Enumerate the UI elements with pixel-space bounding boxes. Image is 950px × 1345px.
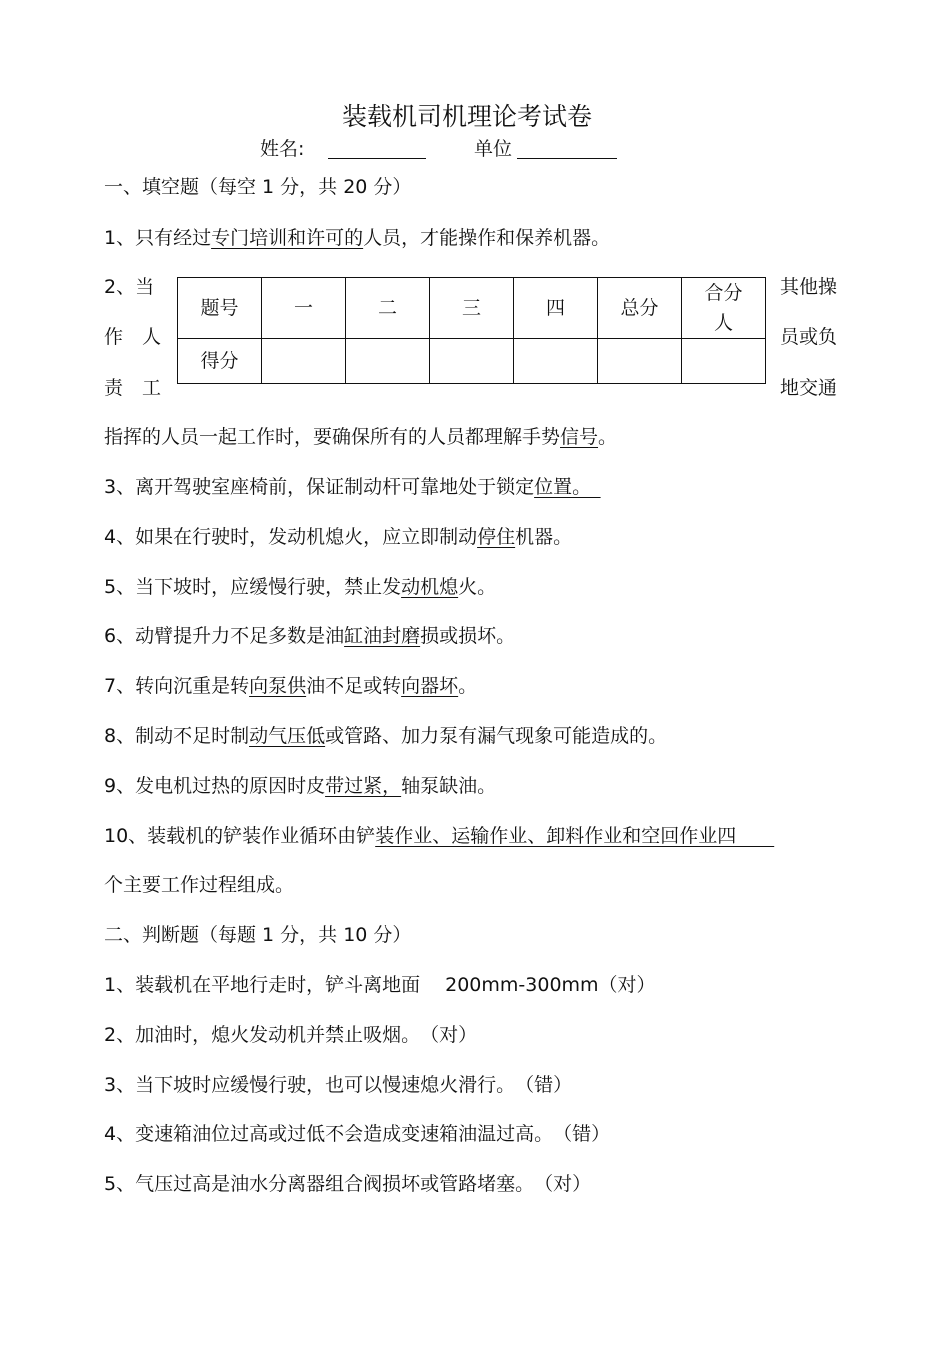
- question-8-text-end: 或管路、加力泵有漏气现象可能造成的。: [325, 725, 668, 747]
- question-10-text: 10、装载机的铲装作业循环由铲: [104, 825, 376, 847]
- question-8: [104, 724, 667, 748]
- question-5-text-end: 火。: [458, 576, 497, 598]
- score-header-cell: 四: [514, 278, 598, 339]
- score-table: [177, 277, 766, 384]
- question-7-text-mid: 油不足或转: [306, 675, 402, 697]
- question-4-text: 4、如果在行驶时，发动机熄火，应立即制动: [104, 526, 478, 548]
- unit-label: 单位: [474, 138, 513, 160]
- score-header-cell: 三: [430, 278, 514, 339]
- question-2-answer: 信号: [560, 426, 599, 448]
- section2-heading: 二、判断题（每题 1 分，共 10 分）: [104, 924, 412, 946]
- question-6: [104, 624, 515, 648]
- question-3-answer: 位置。: [534, 476, 601, 498]
- question-2-line-2: [104, 425, 617, 449]
- unit-blank: [517, 158, 617, 159]
- question-6-answer: 缸油封磨: [344, 625, 421, 647]
- question-3: [104, 475, 601, 499]
- question-2-text: 指挥的人员一起工作时，要确保所有的人员都理解手势: [104, 426, 561, 448]
- score-cell-empty: [430, 339, 514, 384]
- question-10-line-2: 个主要工作过程组成。: [104, 874, 295, 896]
- question-10: [104, 824, 774, 848]
- question-3-text: 3、离开驾驶室座椅前，保证制动杆可靠地处于锁定: [104, 476, 535, 498]
- question-2-right-3: 地交通: [780, 377, 838, 399]
- score-cell-empty: [514, 339, 598, 384]
- question-8-text: 8、制动不足时制: [104, 725, 250, 747]
- judgement-item: 4、变速箱油位过高或过低不会造成变速箱油温过高。 （错）: [104, 1123, 611, 1145]
- question-1: [104, 226, 610, 250]
- judgement-item: 3、当下坡时应缓慢行驶，也可以慢速熄火滑行。 （错）: [104, 1074, 573, 1096]
- score-cell-empty: [598, 339, 682, 384]
- question-4-text-end: 机器。: [515, 526, 573, 548]
- question-9-text-end: 轴泵缺油。: [401, 775, 497, 797]
- score-header-scorer: 合分人: [704, 282, 743, 334]
- judgement-item: 2、加油时，熄火发动机并禁止吸烟。 （对）: [104, 1024, 478, 1046]
- question-6-text: 6、动臂提升力不足多数是油: [104, 625, 345, 647]
- score-header-cell: 总分: [598, 278, 682, 339]
- score-header-cell: 二: [346, 278, 430, 339]
- question-8-answer: 动气压低: [249, 725, 326, 747]
- score-cell-empty: [682, 339, 766, 384]
- question-7-text: 7、转向沉重是转: [104, 675, 250, 697]
- question-2-text-end: 。: [598, 426, 618, 448]
- name-blank: [328, 158, 426, 159]
- question-2-left-2: 作 人: [104, 326, 162, 348]
- score-cell-empty: [346, 339, 430, 384]
- question-2-right-1: 其他操: [780, 276, 838, 298]
- question-9-answer: 带过紧，: [325, 775, 402, 797]
- question-10-answer: 装作业、运输作业、卸料作业和空回作业四: [375, 825, 775, 847]
- judgement-item: 5、气压过高是油水分离器组合阀损坏或管路堵塞。 （对）: [104, 1173, 592, 1195]
- score-row-label: 得分: [178, 339, 262, 384]
- question-7-answer: 向泵供: [249, 675, 307, 697]
- question-1-text: 1、只有经过: [104, 227, 212, 249]
- name-label: 姓名:: [260, 138, 305, 160]
- score-header-cell: 题号: [178, 278, 262, 339]
- score-table-header-row: [178, 278, 766, 339]
- score-cell-empty: [262, 339, 346, 384]
- question-4: [104, 525, 572, 549]
- question-9: [104, 774, 496, 798]
- question-7-text-end: 。: [458, 675, 478, 697]
- question-2-left-1: 2、当: [104, 276, 155, 298]
- question-2-right-2: 员或负: [780, 326, 838, 348]
- question-6-text-end: 损或损坏。: [420, 625, 516, 647]
- question-5-text: 5、当下坡时，应缓慢行驶，禁止发: [104, 576, 402, 598]
- question-5-answer: 动机熄: [401, 576, 459, 598]
- question-9-text: 9、发电机过热的原因时皮: [104, 775, 326, 797]
- score-table-score-row: [178, 339, 766, 384]
- question-1-answer: 专门培训和许可的: [211, 227, 364, 249]
- score-header-cell: [682, 278, 766, 339]
- question-7: [104, 674, 477, 698]
- question-5: [104, 575, 496, 599]
- question-7-answer-2: 向器坏: [401, 675, 459, 697]
- section1-heading: 一、填空题（每空 1 分，共 20 分）: [104, 176, 412, 198]
- question-1-text-end: 人员，才能操作和保养机器。: [363, 227, 611, 249]
- question-4-answer: 停住: [477, 526, 516, 548]
- question-2-left-3: 责 工: [104, 377, 162, 399]
- score-header-cell: 一: [262, 278, 346, 339]
- judgement-item: 1、装载机在平地行走时，铲斗离地面 200mm-300mm（对）: [104, 974, 656, 996]
- exam-title: 装载机司机理论考试卷: [341, 102, 592, 131]
